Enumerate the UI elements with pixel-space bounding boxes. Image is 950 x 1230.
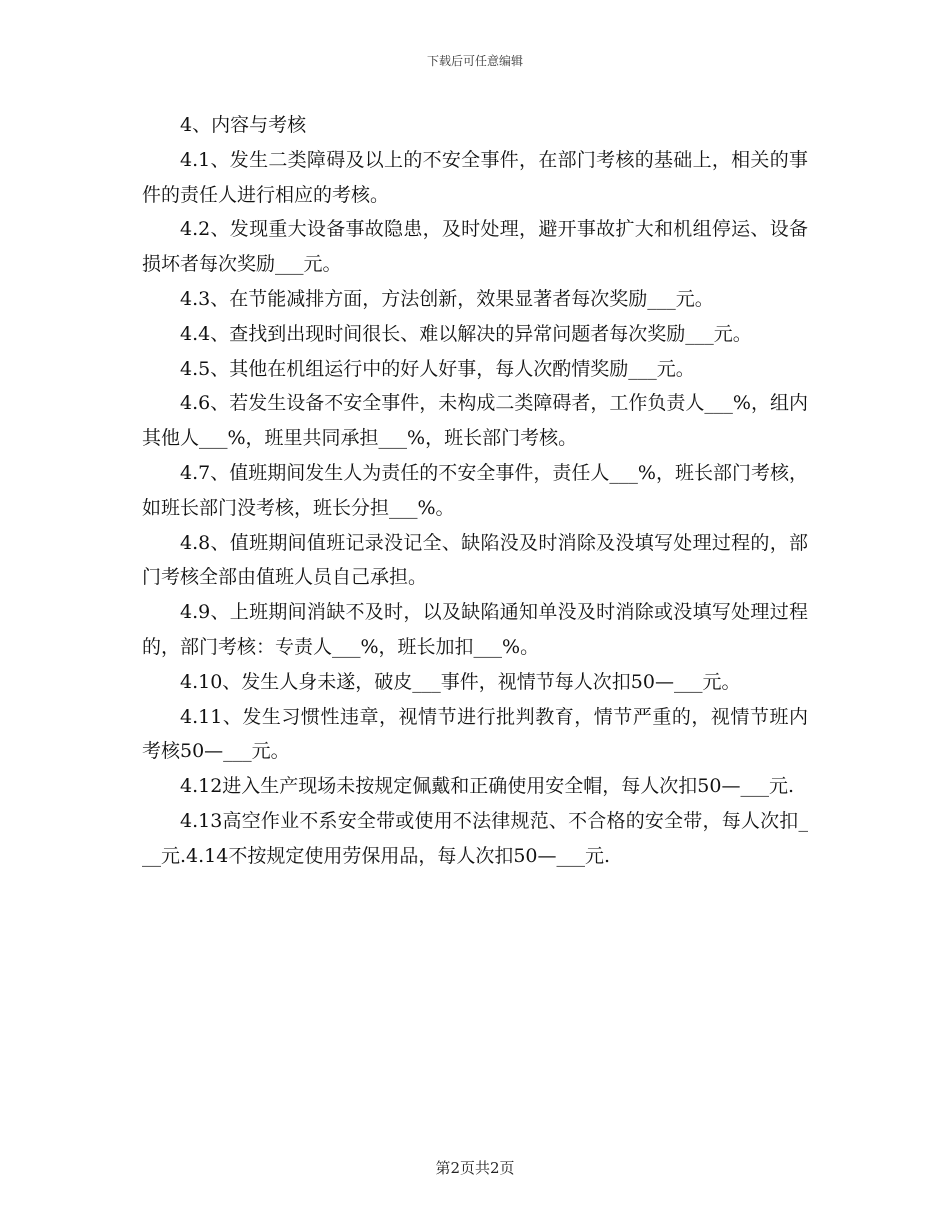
clause-4-5: 4.5、其他在机组运行中的好人好事，每人次酌情奖励___元。 bbox=[180, 357, 695, 380]
clause-4-2: 4.2、发现重大设备事故隐患，及时处理，避开事故扩大和机组停运、设备损坏者每次奖励___元。 bbox=[142, 218, 808, 276]
clause-4-9: 4.9、上班期间消缺不及时，以及缺陷通知单没及时消除或没填写处理过程的，部门考核：专责人___%，班长加扣___%。 bbox=[142, 601, 808, 658]
header-note: 下载后可任意编辑 bbox=[426, 54, 523, 68]
document-body bbox=[142, 108, 808, 874]
clause-4-6: 4.6、若发生设备不安全事件，未构成二类障碍者，工作负责人___%，组内其他人___%，班里共同承担___%，班长部门考核。 bbox=[142, 392, 808, 450]
clause-4-7: 4.7、值班期间发生人为责任的不安全事件，责任人___%，班长部门考核，如班长部门没考核，班长分担___%。 bbox=[142, 461, 808, 519]
clause-4-13-4-14: 4.13高空作业不系安全带或使用不法律规范、不合格的安全带，每人次扣___元.4.14不按规定使用劳保用品，每人次扣50—___元. bbox=[142, 809, 808, 867]
clause-4-4: 4.4、查找到出现时间很长、难以解决的异常问题者每次奖励___元。 bbox=[180, 322, 752, 345]
section-heading: 4、内容与考核 bbox=[180, 114, 307, 136]
page-number: 第2页共2页 bbox=[435, 1159, 515, 1177]
clause-4-10: 4.10、发生人身未遂，破皮___事件，视情节每人次扣50—___元。 bbox=[180, 670, 741, 693]
clause-4-12: 4.12进入生产现场未按规定佩戴和正确使用安全帽，每人次扣50—___元. bbox=[180, 775, 795, 798]
clause-4-1: 4.1、发生二类障碍及以上的不安全事件，在部门考核的基础上，相关的事件的责任人进行相应的考核。 bbox=[142, 148, 808, 206]
clause-4-3: 4.3、在节能减排方面，方法创新，效果显著者每次奖励___元。 bbox=[180, 287, 714, 310]
clause-4-8: 4.8、值班期间值班记录没记全、缺陷没及时消除及没填写处理过程的，部门考核全部由值班人员自己承担。 bbox=[142, 531, 808, 589]
clause-4-11: 4.11、发生习惯性违章，视情节进行批判教育，情节严重的，视情节班内考核50—___元。 bbox=[142, 705, 808, 763]
